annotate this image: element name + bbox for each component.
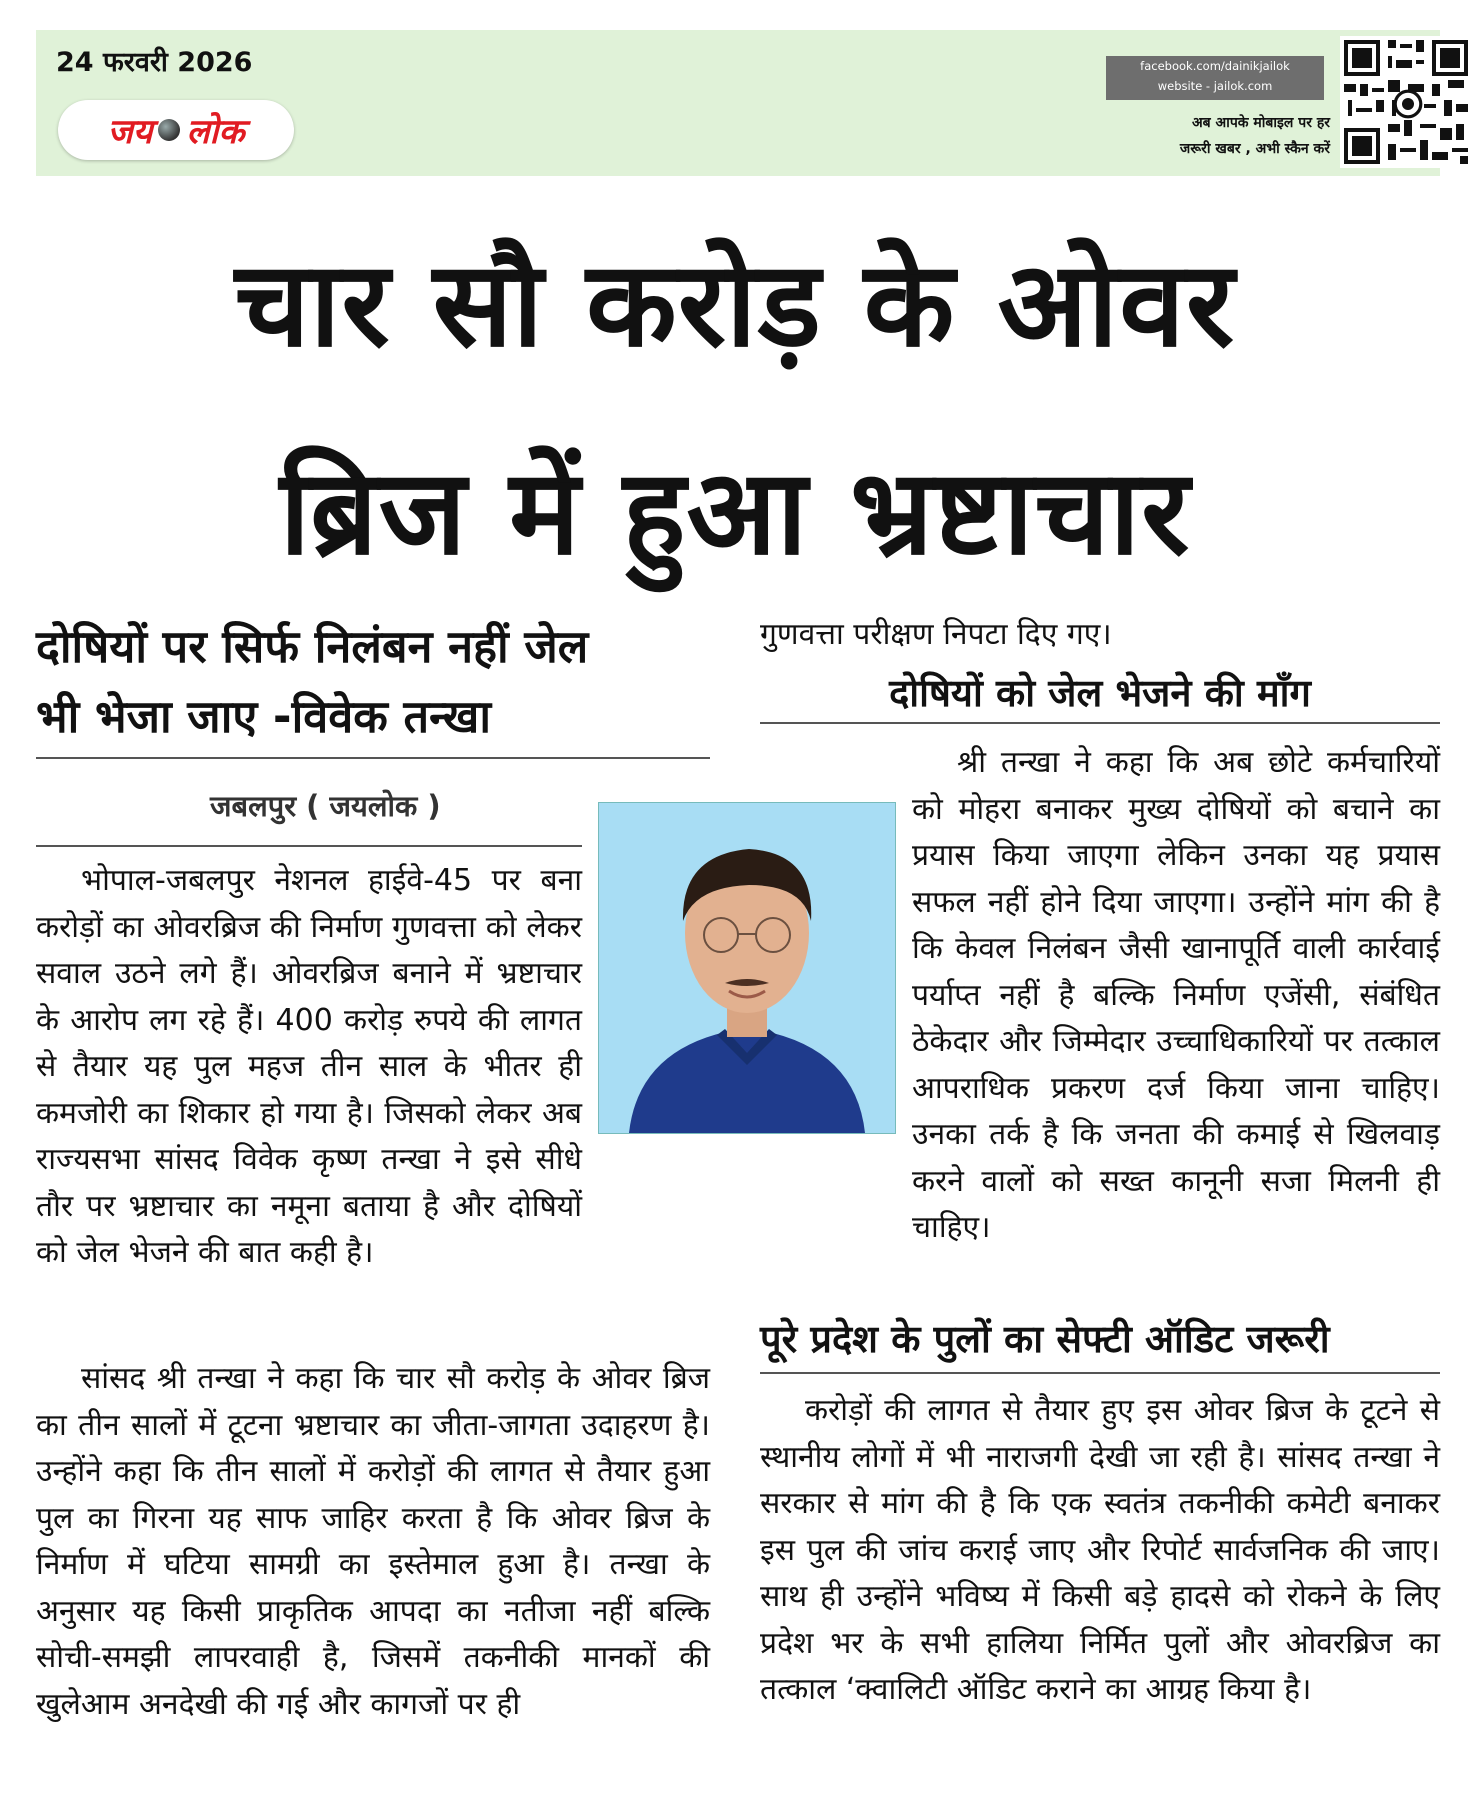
headline-line-1: चार सौ करोड़ के ओवर <box>234 235 1236 373</box>
divider <box>760 1372 1440 1374</box>
logo-text-right: लोक <box>186 112 245 152</box>
article-paragraph: सांसद श्री तन्खा ने कहा कि चार सौ करोड़ के ओवर ब्रिज का तीन सालों में टूटना भ्रष्टाचार का जीता-जागता उदाहरण है। उन्होंने कहा कि तीन सालों में करोड़ों की लागत से तैयार हुआ पुल का गिरना यह साफ जाहिर करता है कि ओवर ब्रिज के निर्माण में घटिया सामग्री का इस्तेमाल हुआ है। तन्खा के अनुसार यह किसी प्राकृतिक आपदा का नतीजा नहीं बल्कि सोची-समझी लापरवाही है, जिसमें तकनीकी मानकों की खुलेआम अनदेखी की गई और कागजों पर ही <box>36 1361 710 1722</box>
divider <box>36 845 582 847</box>
divider <box>760 722 1440 724</box>
article-paragraph: करोड़ों की लागत से तैयार हुए इस ओवर ब्रिज के टूटने से स्थानीय लोगों में भी नाराजगी देखी जा रही है। सांसद तन्खा ने सरकार से मांग की है कि एक स्वतंत्र तकनीकी कमेटी बनाकर इस पुल की जांच कराई जाए और रिपोर्ट सार्वजनिक की जाए। साथ ही उन्होंने भविष्य में किसी बड़े हादसे को रोकने के लिए प्रदेश भर के सभी हालिया निर्मित पुलों और ओवरब्रिज का तत्काल ‘क्वालिटी ऑडिट कराने का आग्रह किया है। <box>760 1393 1440 1707</box>
right-body-wrap <box>912 740 1440 1252</box>
right-subheading-jail-demand: दोषियों को जेल भेजने की माँग <box>889 671 1311 715</box>
portrait-image <box>599 803 895 1133</box>
right-subheading-safety-audit: पूरे प्रदेश के पुलों का सेफ्टी ऑडिट जरूरी <box>760 1317 1330 1361</box>
left-subheadline-line1: दोषियों पर सिर्फ निलंबन नहीं जेल <box>36 620 589 673</box>
scan-prompt-line1: अब आपके मोबाइल पर हर <box>1191 115 1330 131</box>
social-links-box <box>1106 56 1324 100</box>
main-headline <box>30 200 1440 616</box>
dateline: जबलपुर ( जयलोक ) <box>210 789 441 823</box>
right-column <box>760 612 1440 659</box>
article-paragraph: श्री तन्खा ने कहा कि अब छोटे कर्मचारियों को मोहरा बनाकर मुख्य दोषियों को बचाने का प्रयास किया जाएगा लेकिन उनका यह प्रयास सफल नहीं होने दिया जाएगा। उन्होंने मांग की है कि केवल निलंबन जैसी खानापूर्ति वाली कार्रवाई पर्याप्त नहीं है बल्कि निर्माण एजेंसी, संबंधित ठेकेदार और जिम्मेदार उच्चाधिकारियों पर तत्काल आपराधिक प्रकरण दर्ज किया जाना चाहिए। उनका तर्क है कि जनता की कमाई से खिलवाड़ करने वालों को सख्त कानूनी सजा मिलनी ही चाहिए। <box>912 745 1440 1245</box>
scan-prompt <box>1100 110 1330 162</box>
left-subheadline-line2: भी भेजा जाए -विवेक तन्खा <box>36 690 492 743</box>
left-subheadline <box>36 612 710 752</box>
qr-code-icon[interactable] <box>1340 36 1469 168</box>
logo-text-left: जय <box>107 112 153 152</box>
masthead <box>36 30 1440 176</box>
continued-text: गुणवत्ता परीक्षण निपटा दिए गए। <box>760 617 1112 652</box>
left-body-second <box>36 1356 710 1728</box>
headline-line-2: ब्रिज में हुआ भ्रष्टाचार <box>279 443 1191 581</box>
issue-date: 24 फरवरी 2026 <box>56 47 253 78</box>
left-body-wrap <box>36 858 582 1277</box>
scan-prompt-line2: जरूरी खबर , अभी स्कैन करें <box>1179 141 1330 157</box>
website-link[interactable]: website - jailok.com <box>1157 79 1273 93</box>
right-body-lower <box>760 1388 1440 1714</box>
photo-vivek-tankha <box>598 802 896 1134</box>
article-paragraph: भोपाल-जबलपुर नेशनल हाईवे-45 पर बना करोड़ों का ओवरब्रिज की निर्माण गुणवत्ता को लेकर सवाल उठने लगे हैं। ओवरब्रिज बनाने में भ्रष्टाचार के आरोप लग रहे हैं। 400 करोड़ रुपये की लागत से तैयार यह पुल महज तीन साल के भीतर ही कमजोरी का शिकार हो गया है। जिसको लेकर अब राज्यसभा सांसद विवेक कृष्ण तन्खा ने इसे सीधे तौर पर भ्रष्टाचार का नमूना बताया है और दोषियों को जेल भेजने की बात कही है। <box>36 863 582 1270</box>
globe-icon <box>158 119 180 141</box>
logo[interactable] <box>58 100 294 160</box>
divider <box>36 757 710 759</box>
facebook-link[interactable]: facebook.com/dainikjailok <box>1140 59 1290 73</box>
